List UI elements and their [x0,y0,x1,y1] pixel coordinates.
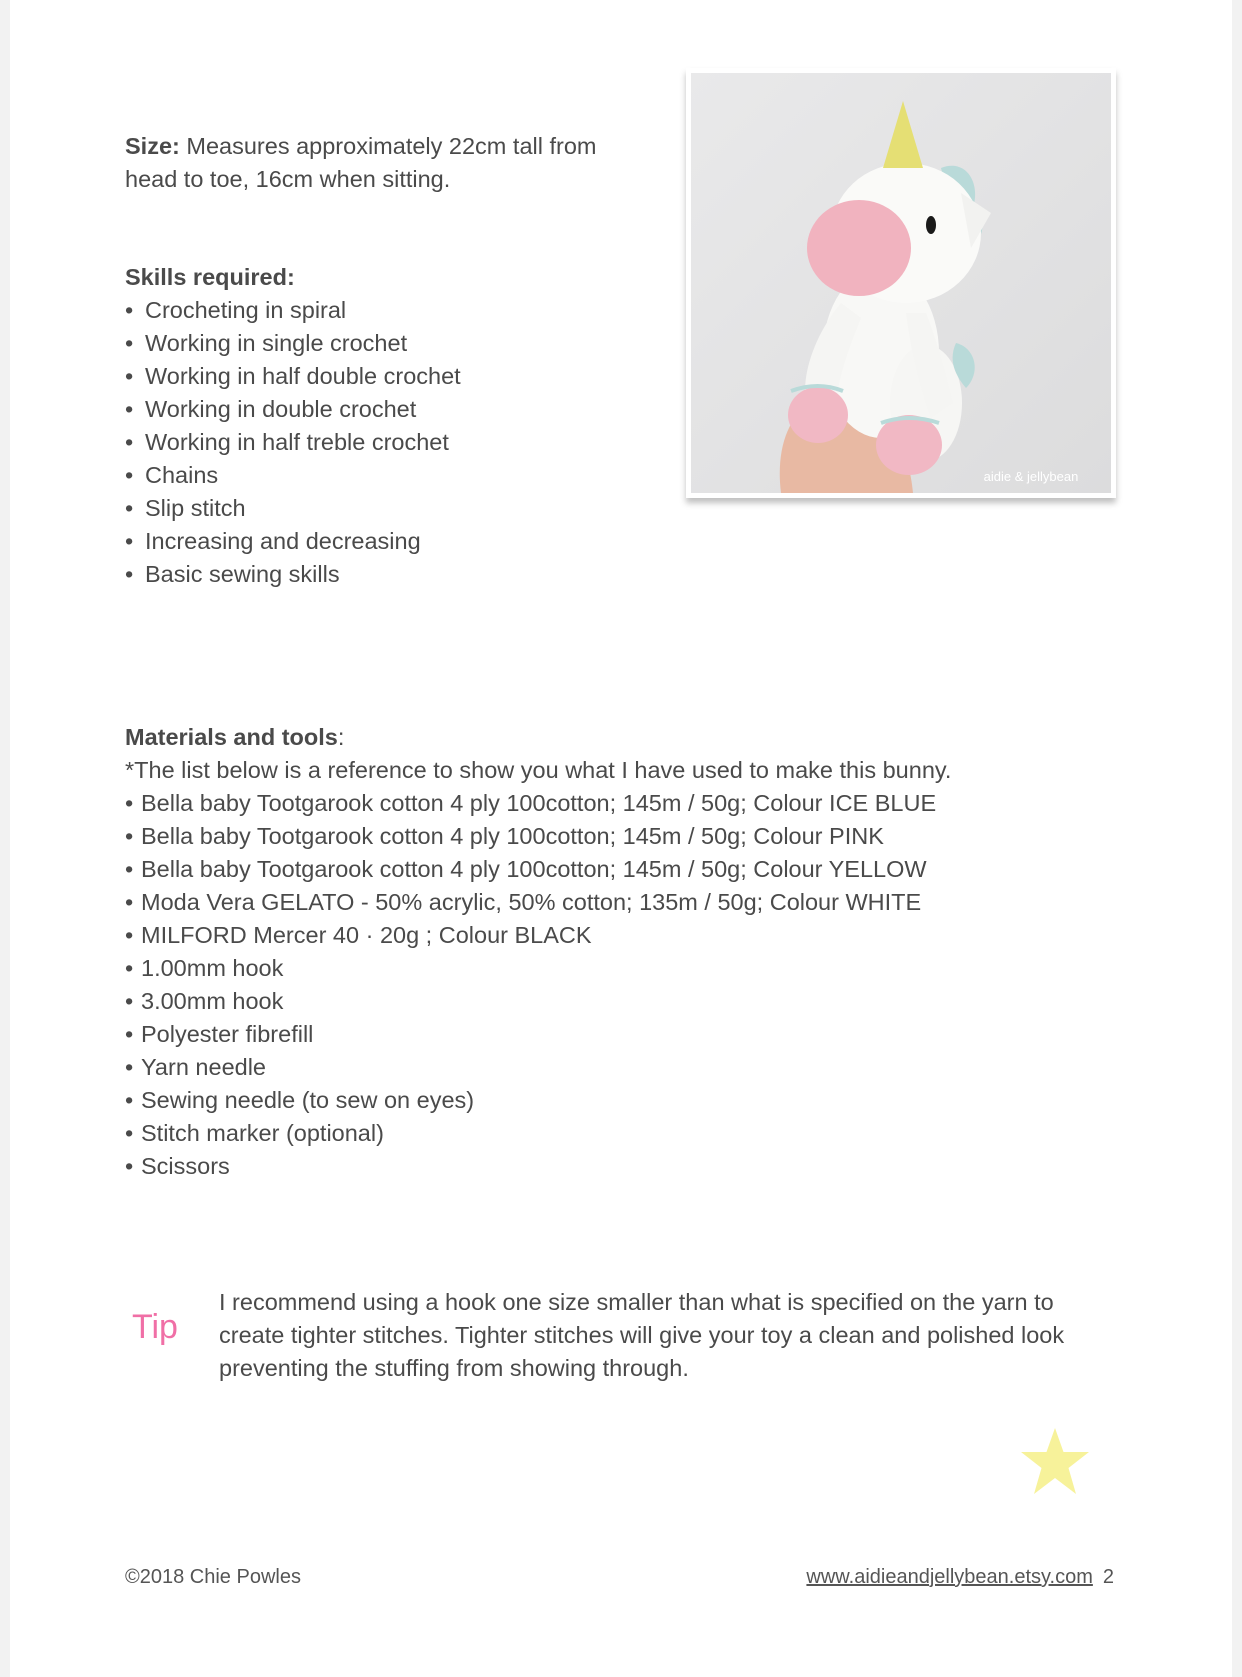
material-item-text: 3.00mm hook [141,988,284,1014]
skill-item [125,525,461,558]
material-item-text: MILFORD Mercer 40 · 20g ; Colour BLACK [141,922,592,948]
skill-item-text: Slip stitch [145,495,246,521]
material-item [125,1051,951,1084]
bullet-icon: • [125,1021,134,1047]
bullet-icon: • [125,363,134,389]
skills-section [125,261,461,591]
bullet-icon: • [125,823,134,849]
material-item [125,820,951,853]
materials-note: *The list below is a reference to show you what I have used to make this bunny. [125,757,952,783]
website-link[interactable]: www.aidieandjellybean.etsy.com [806,1566,1093,1588]
size-label: Size: [125,133,180,159]
bullet-icon: • [125,561,134,587]
size-section [125,130,645,196]
footer-right [806,1566,1114,1589]
material-item [125,886,951,919]
skills-heading: Skills required: [125,264,295,290]
bullet-icon: • [125,297,134,323]
material-item-text: Scissors [141,1153,230,1179]
skill-item-text: Increasing and decreasing [145,528,421,554]
bullet-icon: • [125,922,134,948]
skill-item [125,294,461,327]
bullet-icon: • [125,528,134,554]
material-item-text: Stitch marker (optional) [141,1120,384,1146]
skill-item-text: Chains [145,462,219,488]
material-item [125,919,951,952]
material-item [125,1117,951,1150]
material-item-text: Moda Vera GELATO - 50% acrylic, 50% cotton; 135m / 50g; Colour WHITE [141,889,922,915]
skill-item [125,558,461,591]
material-item-text: Bella baby Tootgarook cotton 4 ply 100cotton; 145m / 50g; Colour YELLOW [141,856,927,882]
skill-item-text: Crocheting in spiral [145,297,347,323]
footer-copyright: ©2018 Chie Powles [125,1566,301,1588]
skill-item [125,393,461,426]
skill-item [125,459,461,492]
material-item-text: Bella baby Tootgarook cotton 4 ply 100cotton; 145m / 50g; Colour ICE BLUE [141,790,937,816]
bullet-icon: • [125,955,134,981]
bullet-icon: • [125,429,134,455]
material-item-text: 1.00mm hook [141,955,284,981]
bullet-icon: • [125,790,134,816]
material-item [125,952,951,985]
material-item [125,853,951,886]
tip-text: I recommend using a hook one size smaller than what is specified on the yarn to create tighter stitches. Tighter stitches will give your toy a clean and polished look preventing the stuffing from showing through. [219,1289,1065,1381]
material-item [125,985,951,1018]
bullet-icon: • [125,1153,134,1179]
materials-heading: Materials and tools [125,724,338,750]
bullet-icon: • [125,1054,134,1080]
photo-watermark: aidie & jellybean [983,469,1079,484]
bullet-icon: • [125,495,134,521]
bullet-icon: • [125,462,134,488]
materials-list [125,787,951,1183]
skill-item-text: Basic sewing skills [145,561,340,587]
tip-label: Tip [132,1308,178,1346]
materials-section [125,721,951,1183]
skill-item [125,426,461,459]
star-icon [1020,1428,1090,1496]
material-item [125,787,951,820]
skills-list [125,294,461,591]
skill-item-text: Working in half double crochet [145,363,461,389]
page-number: 2 [1102,1566,1114,1588]
unicorn-illustration [691,73,1111,493]
material-item-text: Yarn needle [141,1054,266,1080]
material-item-text: Bella baby Tootgarook cotton 4 ply 100cotton; 145m / 50g; Colour PINK [141,823,884,849]
skill-item [125,492,461,525]
document-page [10,0,1232,1677]
size-text: Measures approximately 22cm tall from head to toe, 16cm when sitting. [125,133,597,192]
skill-item-text: Working in half treble crochet [145,429,449,455]
unicorn-photo [686,68,1116,498]
bullet-icon: • [125,396,134,422]
skill-item [125,360,461,393]
bullet-icon: • [125,889,134,915]
bullet-icon: • [125,330,134,356]
bullet-icon: • [125,1120,134,1146]
material-item-text: Polyester fibrefill [141,1021,314,1047]
materials-heading-colon: : [337,724,345,750]
bullet-icon: • [125,988,134,1014]
material-item [125,1018,951,1051]
material-item [125,1150,951,1183]
skill-item [125,327,461,360]
material-item [125,1084,951,1117]
bullet-icon: • [125,1087,134,1113]
bullet-icon: • [125,856,134,882]
skill-item-text: Working in double crochet [145,396,417,422]
material-item-text: Sewing needle (to sew on eyes) [141,1087,475,1113]
skill-item-text: Working in single crochet [145,330,408,356]
